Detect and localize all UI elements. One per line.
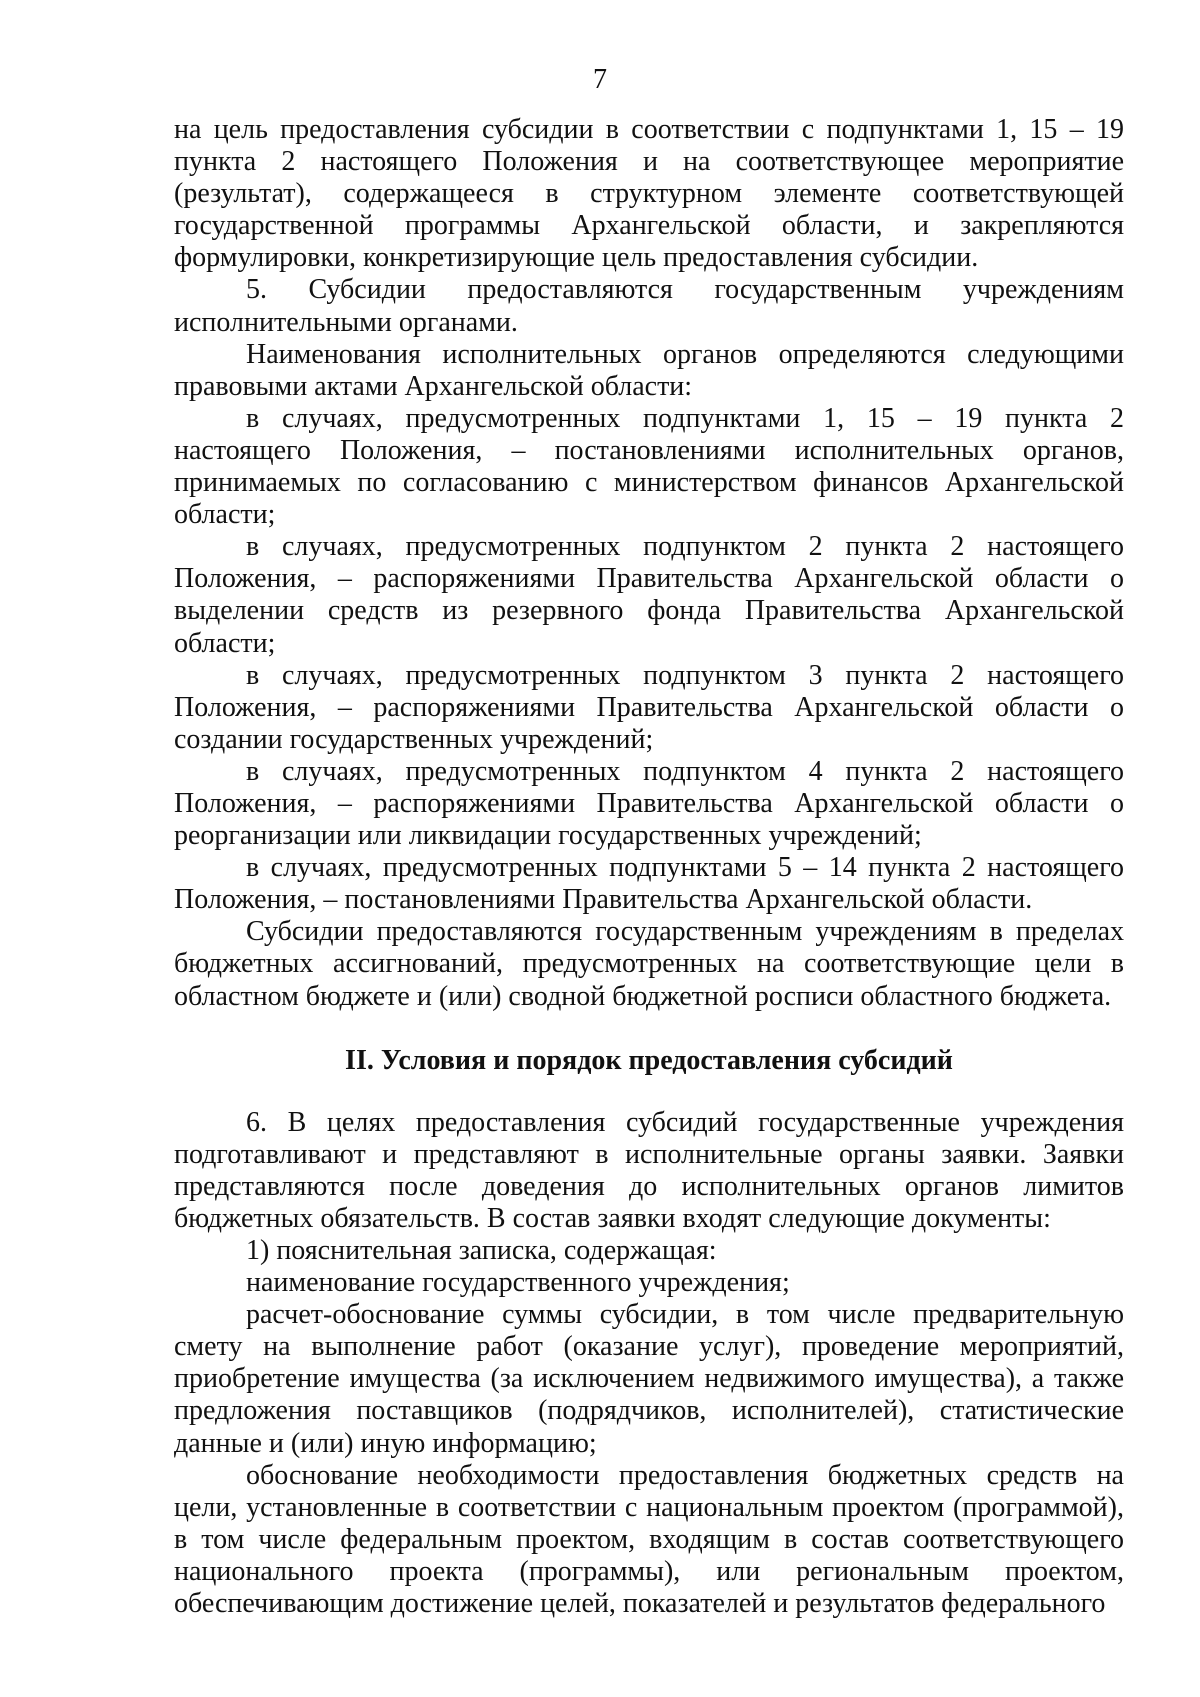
paragraph-case-subitem-3: в случаях, предусмотренных подпунктом 3 пункта 2 настоящего Положения, – распоряжениями Правительства Архангельской области о создании государственных учреждений;: [174, 659, 1124, 755]
paragraph-names-of-organs: Наименования исполнительных органов определяются следующими правовыми актами Архангельской области:: [174, 338, 1124, 402]
paragraph-item-5: 5. Субсидии предоставляются государственным учреждениям исполнительными органами.: [174, 274, 1124, 338]
page-number: 7: [593, 64, 607, 95]
paragraph-justification: обоснование необходимости предоставления бюджетных средств на цели, установленные в соответствии с национальным проектом (программой), в том числе федеральным проектом, входящим в состав соответствующего национального проекта (программы), или региональным проектом, обеспечивающим достижение целей, показателей и результатов федерального: [174, 1459, 1124, 1620]
paragraph-continuation: на цель предоставления субсидии в соответствии с подпунктами 1, 15 – 19 пункта 2 настоящего Положения и на соответствующее мероприятие (результат), содержащееся в структурном элементе соответствующей государственной программы Архангельской области, и закрепляются формулировки, конкретизирующие цель предоставления субсидии.: [174, 114, 1124, 274]
paragraph-institution-name: наименование государственного учреждения;: [246, 1267, 790, 1299]
paragraph-budget-limits: Субсидии предоставляются государственным учреждениям в пределах бюджетных ассигнований, предусмотренных на соответствующие цели в областном бюджете и (или) сводной бюджетной росписи областного бюджета.: [174, 916, 1124, 1012]
paragraph-calculation: расчет-обоснование суммы субсидии, в том числе предварительную смету на выполнение работ (оказание услуг), проведение мероприятий, приобретение имущества (за исключением недвижимого имущества), а также предложения поставщиков (подрядчиков, исполнителей), статистические данные и (или) иную информацию;: [174, 1299, 1124, 1459]
document-body: [174, 114, 1124, 1620]
paragraph-case-subitem-2: в случаях, предусмотренных подпунктом 2 пункта 2 настоящего Положения, – распоряжениями Правительства Архангельской области о выделении средств из резервного фонда Правительства Архангельской области;: [174, 531, 1124, 659]
paragraph-case-subitem-4: в случаях, предусмотренных подпунктом 4 пункта 2 настоящего Положения, – распоряжениями Правительства Архангельской области о реорганизации или ликвидации государственных учреждений;: [174, 755, 1124, 852]
paragraph-case-subitems-1-15-19: в случаях, предусмотренных подпунктами 1, 15 – 19 пункта 2 настоящего Положения, – постановлениями исполнительных органов, принимаемых по согласованию с министерством финансов Архангельской области;: [174, 402, 1124, 531]
paragraph-explanatory-note: 1) пояснительная записка, содержащая:: [246, 1235, 717, 1266]
paragraph-case-subitems-5-14: в случаях, предусмотренных подпунктами 5 – 14 пункта 2 настоящего Положения, – постановлениями Правительства Архангельской области.: [174, 852, 1124, 916]
paragraph-item-6: 6. В целях предоставления субсидий государственные учреждения подготавливают и представляют в исполнительные органы заявки. Заявки представляются после доведения до исполнительных органов лимитов бюджетных обязательств. В состав заявки входят следующие документы:: [174, 1106, 1124, 1234]
section-title: II. Условия и порядок предоставления субсидий: [345, 1044, 953, 1076]
